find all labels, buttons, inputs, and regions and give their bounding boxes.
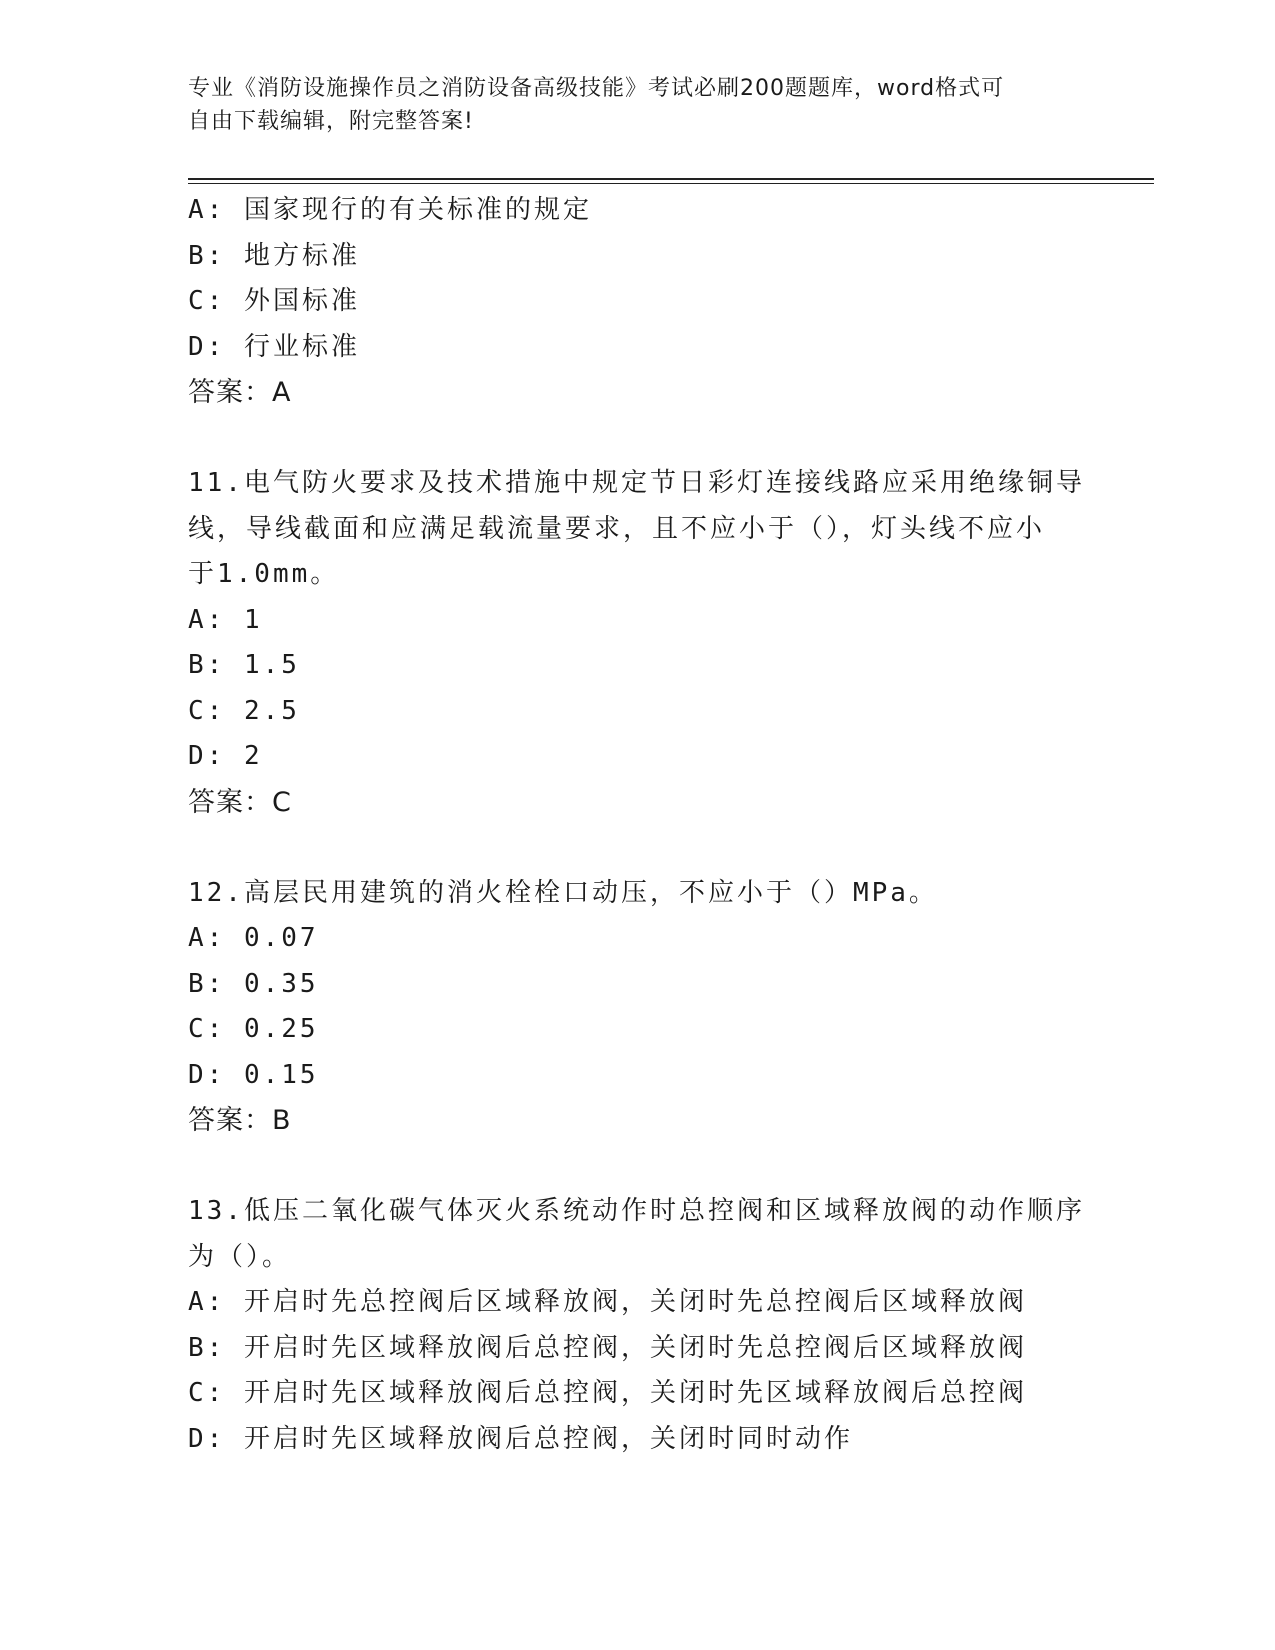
question-12-text-line-1: 12.高层民用建筑的消火栓栓口动压，不应小于（）MPa。 <box>188 877 938 908</box>
option-b: B: 地方标准 <box>188 240 360 271</box>
option-c: C: 外国标准 <box>188 286 360 316</box>
header-divider-thin <box>188 183 1154 184</box>
document-header <box>188 72 1078 138</box>
option-b: B: 1.5 <box>188 650 300 680</box>
option-a: A: 开启时先总控阀后区域释放阀，关闭时先总控阀后区域释放阀 <box>188 1287 1027 1317</box>
option-d: D: 开启时先区域释放阀后总控阀，关闭时同时动作 <box>188 1423 853 1454</box>
answer-line: 答案：A <box>188 377 292 408</box>
question-13-block <box>188 1189 1088 1462</box>
spacer <box>188 416 1088 462</box>
question-11-text-line-3: 于1.0mm。 <box>188 559 340 589</box>
option-b: B: 开启时先区域释放阀后总控阀，关闭时先总控阀后区域释放阀 <box>188 1332 1027 1363</box>
question-11-text-line-2: 线，导线截面和应满足载流量要求，且不应小于（），灯头线不应小 <box>188 513 1046 544</box>
option-a: A: 国家现行的有关标准的规定 <box>188 195 592 225</box>
question-10-block <box>188 188 1088 416</box>
answer-line: 答案：B <box>188 1105 292 1136</box>
option-d: D: 行业标准 <box>188 331 360 362</box>
spacer <box>188 1144 1088 1190</box>
option-c: C: 0.25 <box>188 1014 319 1044</box>
option-b: B: 0.35 <box>188 968 319 999</box>
header-divider-thick <box>188 178 1154 180</box>
spacer <box>188 825 1088 871</box>
question-13-text-line-2: 为（）。 <box>188 1241 292 1272</box>
header-line-1: 专业《消防设施操作员之消防设备高级技能》考试必刷200题题库，word格式可 <box>188 76 1005 101</box>
option-a: A: 0.07 <box>188 923 319 953</box>
question-13-text-line-1: 13.低压二氧化碳气体灭火系统动作时总控阀和区域释放阀的动作顺序 <box>188 1196 1085 1226</box>
option-c: C: 开启时先区域释放阀后总控阀，关闭时先区域释放阀后总控阀 <box>188 1378 1027 1408</box>
question-content <box>188 188 1088 1462</box>
option-a: A: 1 <box>188 604 263 635</box>
header-line-2: 自由下载编辑，附完整答案! <box>188 109 474 134</box>
question-12-block <box>188 871 1088 1144</box>
option-d: D: 0.15 <box>188 1059 319 1090</box>
question-11-text-line-1: 11.电气防火要求及技术措施中规定节日彩灯连接线路应采用绝缘铜导 <box>188 468 1085 498</box>
option-c: C: 2.5 <box>188 695 300 726</box>
option-d: D: 2 <box>188 741 263 771</box>
question-11-block <box>188 461 1088 825</box>
answer-line: 答案：C <box>188 786 292 818</box>
